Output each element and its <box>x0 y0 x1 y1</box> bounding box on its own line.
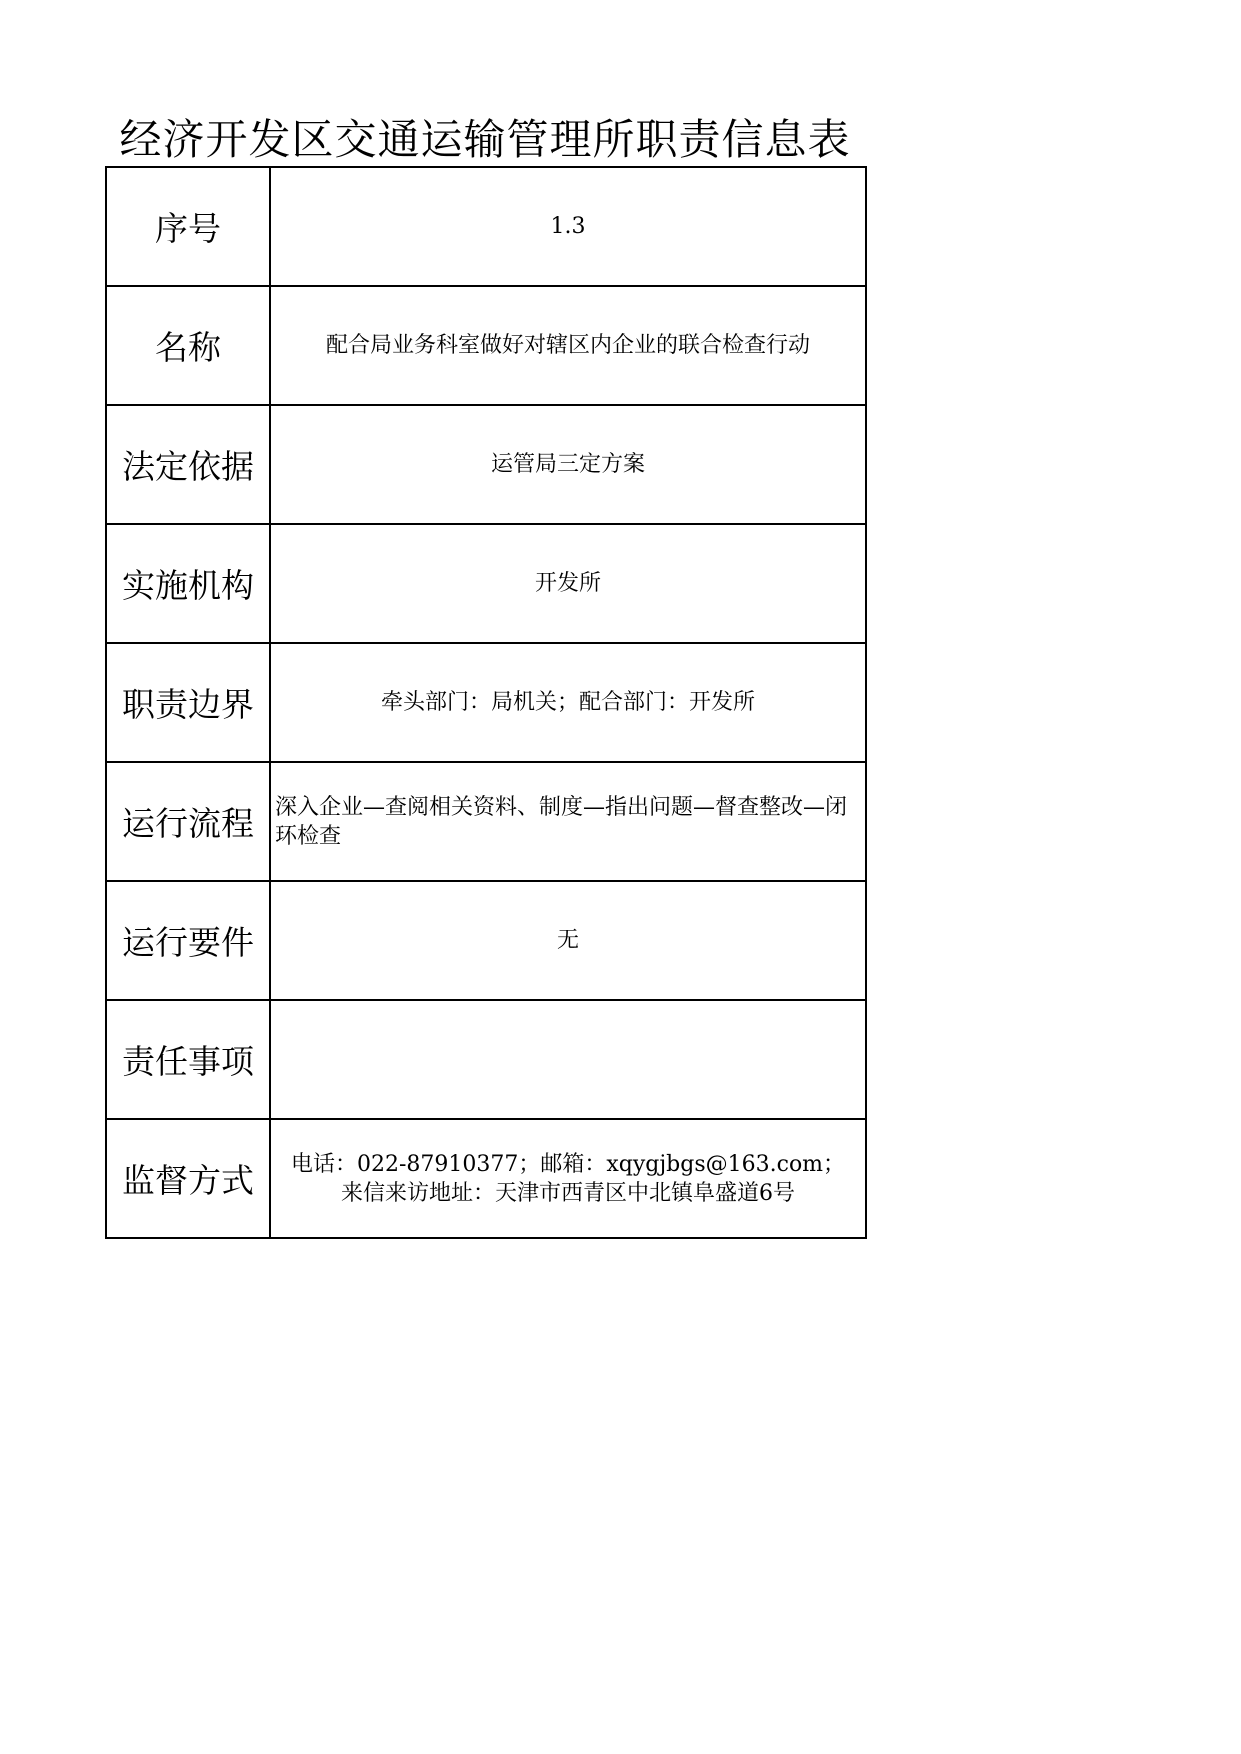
label-agency: 实施机构 <box>106 524 270 643</box>
table-row-requirements <box>106 881 866 1000</box>
table-row-legal-basis <box>106 405 866 524</box>
value-serial: 1.3 <box>270 167 866 286</box>
value-process: 深入企业—查阅相关资料、制度—指出问题—督查整改—闭环检查 <box>270 762 866 881</box>
table-row-serial <box>106 167 866 286</box>
table-row-responsibility <box>106 1000 866 1119</box>
page-title: 经济开发区交通运输管理所职责信息表 <box>119 115 851 164</box>
label-responsibility: 责任事项 <box>106 1000 270 1119</box>
table-row-supervision <box>106 1119 866 1238</box>
label-process: 运行流程 <box>106 762 270 881</box>
value-agency: 开发所 <box>270 524 866 643</box>
value-responsibility <box>270 1000 866 1119</box>
label-name: 名称 <box>106 286 270 405</box>
label-legal-basis: 法定依据 <box>106 405 270 524</box>
value-boundary: 牵头部门：局机关；配合部门：开发所 <box>270 643 866 762</box>
value-requirements: 无 <box>270 881 866 1000</box>
label-serial: 序号 <box>106 167 270 286</box>
value-legal-basis: 运管局三定方案 <box>270 405 866 524</box>
label-supervision: 监督方式 <box>106 1119 270 1238</box>
table-row-boundary <box>106 643 866 762</box>
label-requirements: 运行要件 <box>106 881 270 1000</box>
table-row-name <box>106 286 866 405</box>
value-name: 配合局业务科室做好对辖区内企业的联合检查行动 <box>270 286 866 405</box>
label-boundary: 职责边界 <box>106 643 270 762</box>
supervision-contact-line: 电话：022-87910377；邮箱：xqygjbgs@163.com； <box>290 1151 846 1177</box>
duty-info-table <box>105 166 867 1239</box>
table-row-agency <box>106 524 866 643</box>
table-row-process <box>106 762 866 881</box>
value-supervision <box>270 1119 866 1238</box>
supervision-address-line: 来信来访地址：天津市西青区中北镇阜盛道6号 <box>341 1180 795 1206</box>
